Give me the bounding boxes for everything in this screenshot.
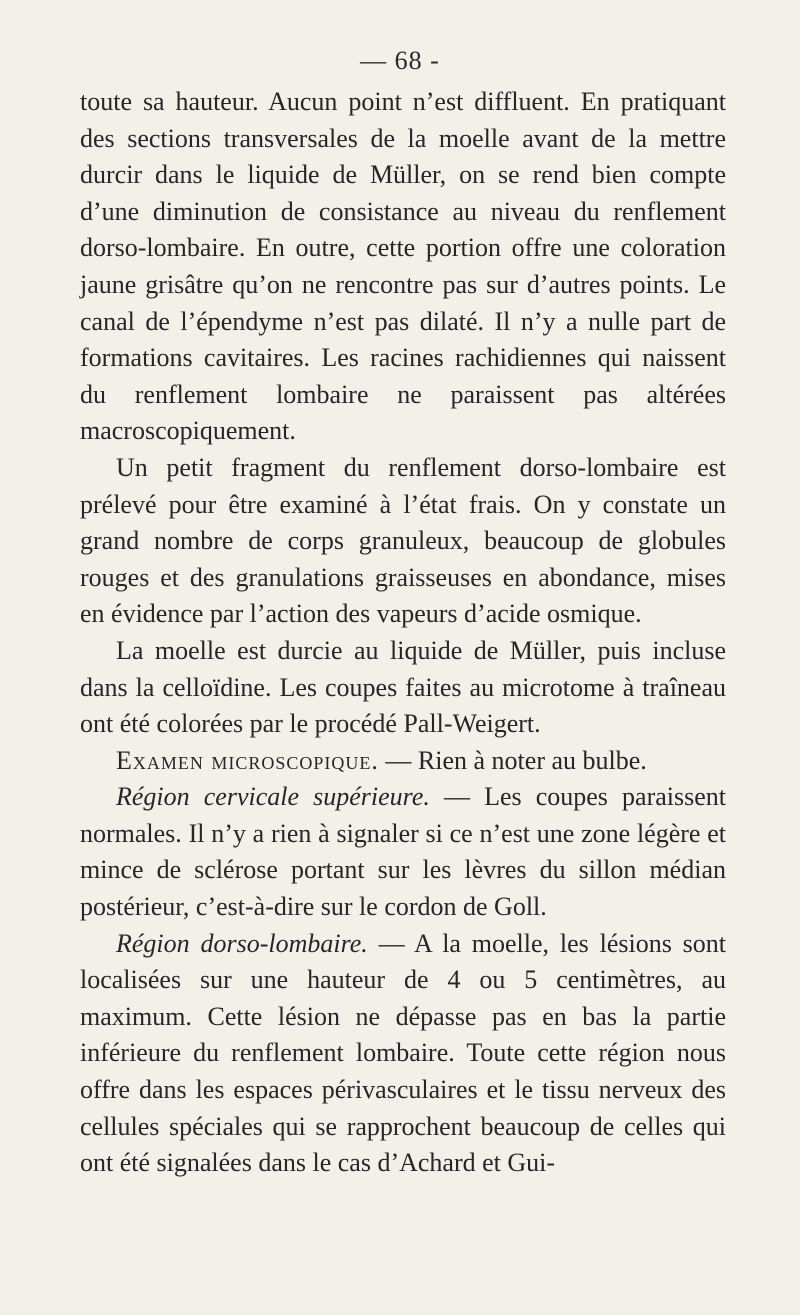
section-heading-examen: Examen microscopique. bbox=[116, 745, 379, 775]
paragraph-4 bbox=[80, 743, 726, 780]
section-heading-cervicale: Région cervicale supérieure. bbox=[116, 782, 430, 812]
body-text bbox=[80, 84, 726, 1182]
paragraph-6-text: — A la moelle, les lésions sont localisées sur une hauteur de 4 ou 5 centimètres, au maximum. Cette lésion ne dépasse pas en bas la partie inférieure du renflement lombaire. Toute cette région nous offre dans les espaces périvasculaires et le tissu nerveux des cellules spéciales qui se rapprochent beaucoup de celles qui ont été signalées dans le cas d’Achard et Gui- bbox=[80, 928, 726, 1178]
paragraph-5 bbox=[80, 779, 726, 925]
section-heading-dorso-lombaire: Région dorso-lombaire. bbox=[116, 928, 368, 958]
paragraph-5-text: — Les coupes paraissent normales. Il n’y a rien à signaler si ce n’est une zone légère et mince de sclérose portant sur les lèvres du sillon médian postérieur, c’est-à-dire sur le cordon de Goll. bbox=[80, 782, 726, 922]
paragraph-3: La moelle est durcie au liquide de Müller, puis incluse dans la celloïdine. Les coupes faites au microtome à traîneau ont été colorées par le procédé Pall-Weigert. bbox=[80, 635, 726, 739]
paragraph-4-text: — Rien à noter au bulbe. bbox=[378, 745, 647, 775]
paragraph-6 bbox=[80, 926, 726, 1182]
paragraph-1: toute sa hauteur. Aucun point n’est diffluent. En pratiquant des sections transversales de la moelle avant de la mettre durcir dans le liquide de Müller, on se rend bien compte d’une diminution de consistance au niveau du renflement dorso-lombaire. En outre, cette portion offre une coloration jaune grisâtre qu’on ne rencontre pas sur d’autres points. Le canal de l’épendyme n’est pas dilaté. Il n’y a nulle part de formations cavitaires. Les racines rachidiennes qui naissent du renflement lombaire ne paraissent pas altérées macroscopiquement. bbox=[80, 87, 726, 446]
paragraph-2: Un petit fragment du renflement dorso-lombaire est prélevé pour être examiné à l’état frais. On y constate un grand nombre de corps granuleux, beaucoup de globules rouges et des granulations graisseuses en abondance, mises en évidence par l’action des vapeurs d’acide osmique. bbox=[80, 452, 726, 629]
page-number: — 68 - bbox=[360, 46, 440, 75]
